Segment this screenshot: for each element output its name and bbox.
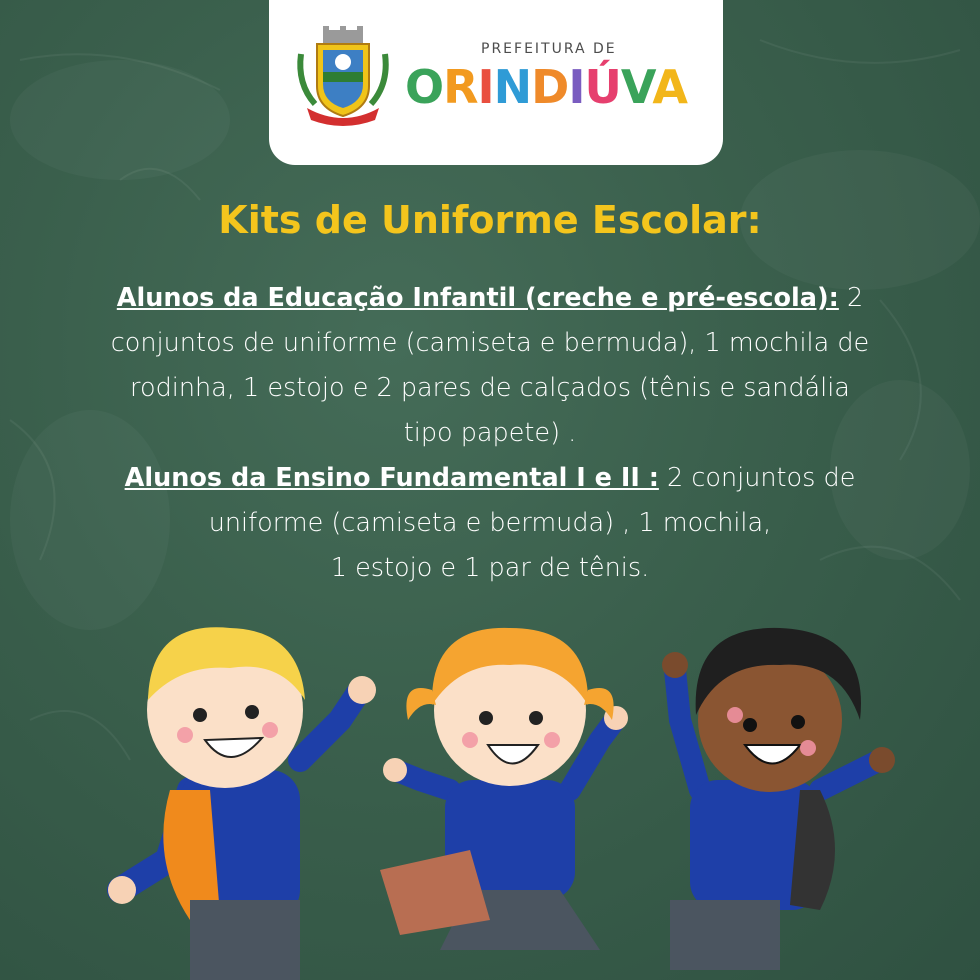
logo-card [269,0,723,165]
city-letter: O [405,60,444,114]
municipal-crest-icon [293,24,393,128]
section-text: 2 conjuntos de [658,463,856,493]
section-infantil-line1 [40,276,940,321]
city-letter: D [531,60,569,114]
child-right [662,628,895,970]
section-text: 2 [838,283,864,313]
section-infantil-line4: tipo papete) . [403,418,577,448]
section-heading-fundamental: Alunos da Ensino Fundamental I e II : [124,463,659,493]
section-heading-infantil: Alunos da Educação Infantil (creche e pré-escola): [116,283,839,313]
city-letter: I [568,60,585,114]
section-infantil-line3: rodinha, 1 estojo e 2 pares de calçados (tênis e sandália [130,373,850,403]
section-fundamental-line2: uniforme (camiseta e bermuda) , 1 mochila, [208,508,772,538]
poster-title: Kits de Uniforme Escolar: [218,198,762,242]
city-letter: I [477,60,494,114]
city-letter: A [652,60,687,114]
city-letter: R [443,60,478,114]
kit-description [40,276,940,591]
section-fundamental-line3: 1 estojo e 1 par de tênis. [330,553,650,583]
city-letter: N [493,60,532,114]
section-fundamental-line1 [40,456,940,501]
city-letter: V [620,60,653,114]
section-infantil-line2: conjuntos de uniforme (camiseta e bermuda), 1 mochila de [110,328,870,358]
prefeitura-label: PREFEITURA DE [481,41,617,57]
city-letter: Ú [584,60,621,114]
three-children-jumping-icon [0,600,980,980]
city-name [405,60,687,114]
child-left [108,627,376,980]
child-middle [380,628,628,950]
